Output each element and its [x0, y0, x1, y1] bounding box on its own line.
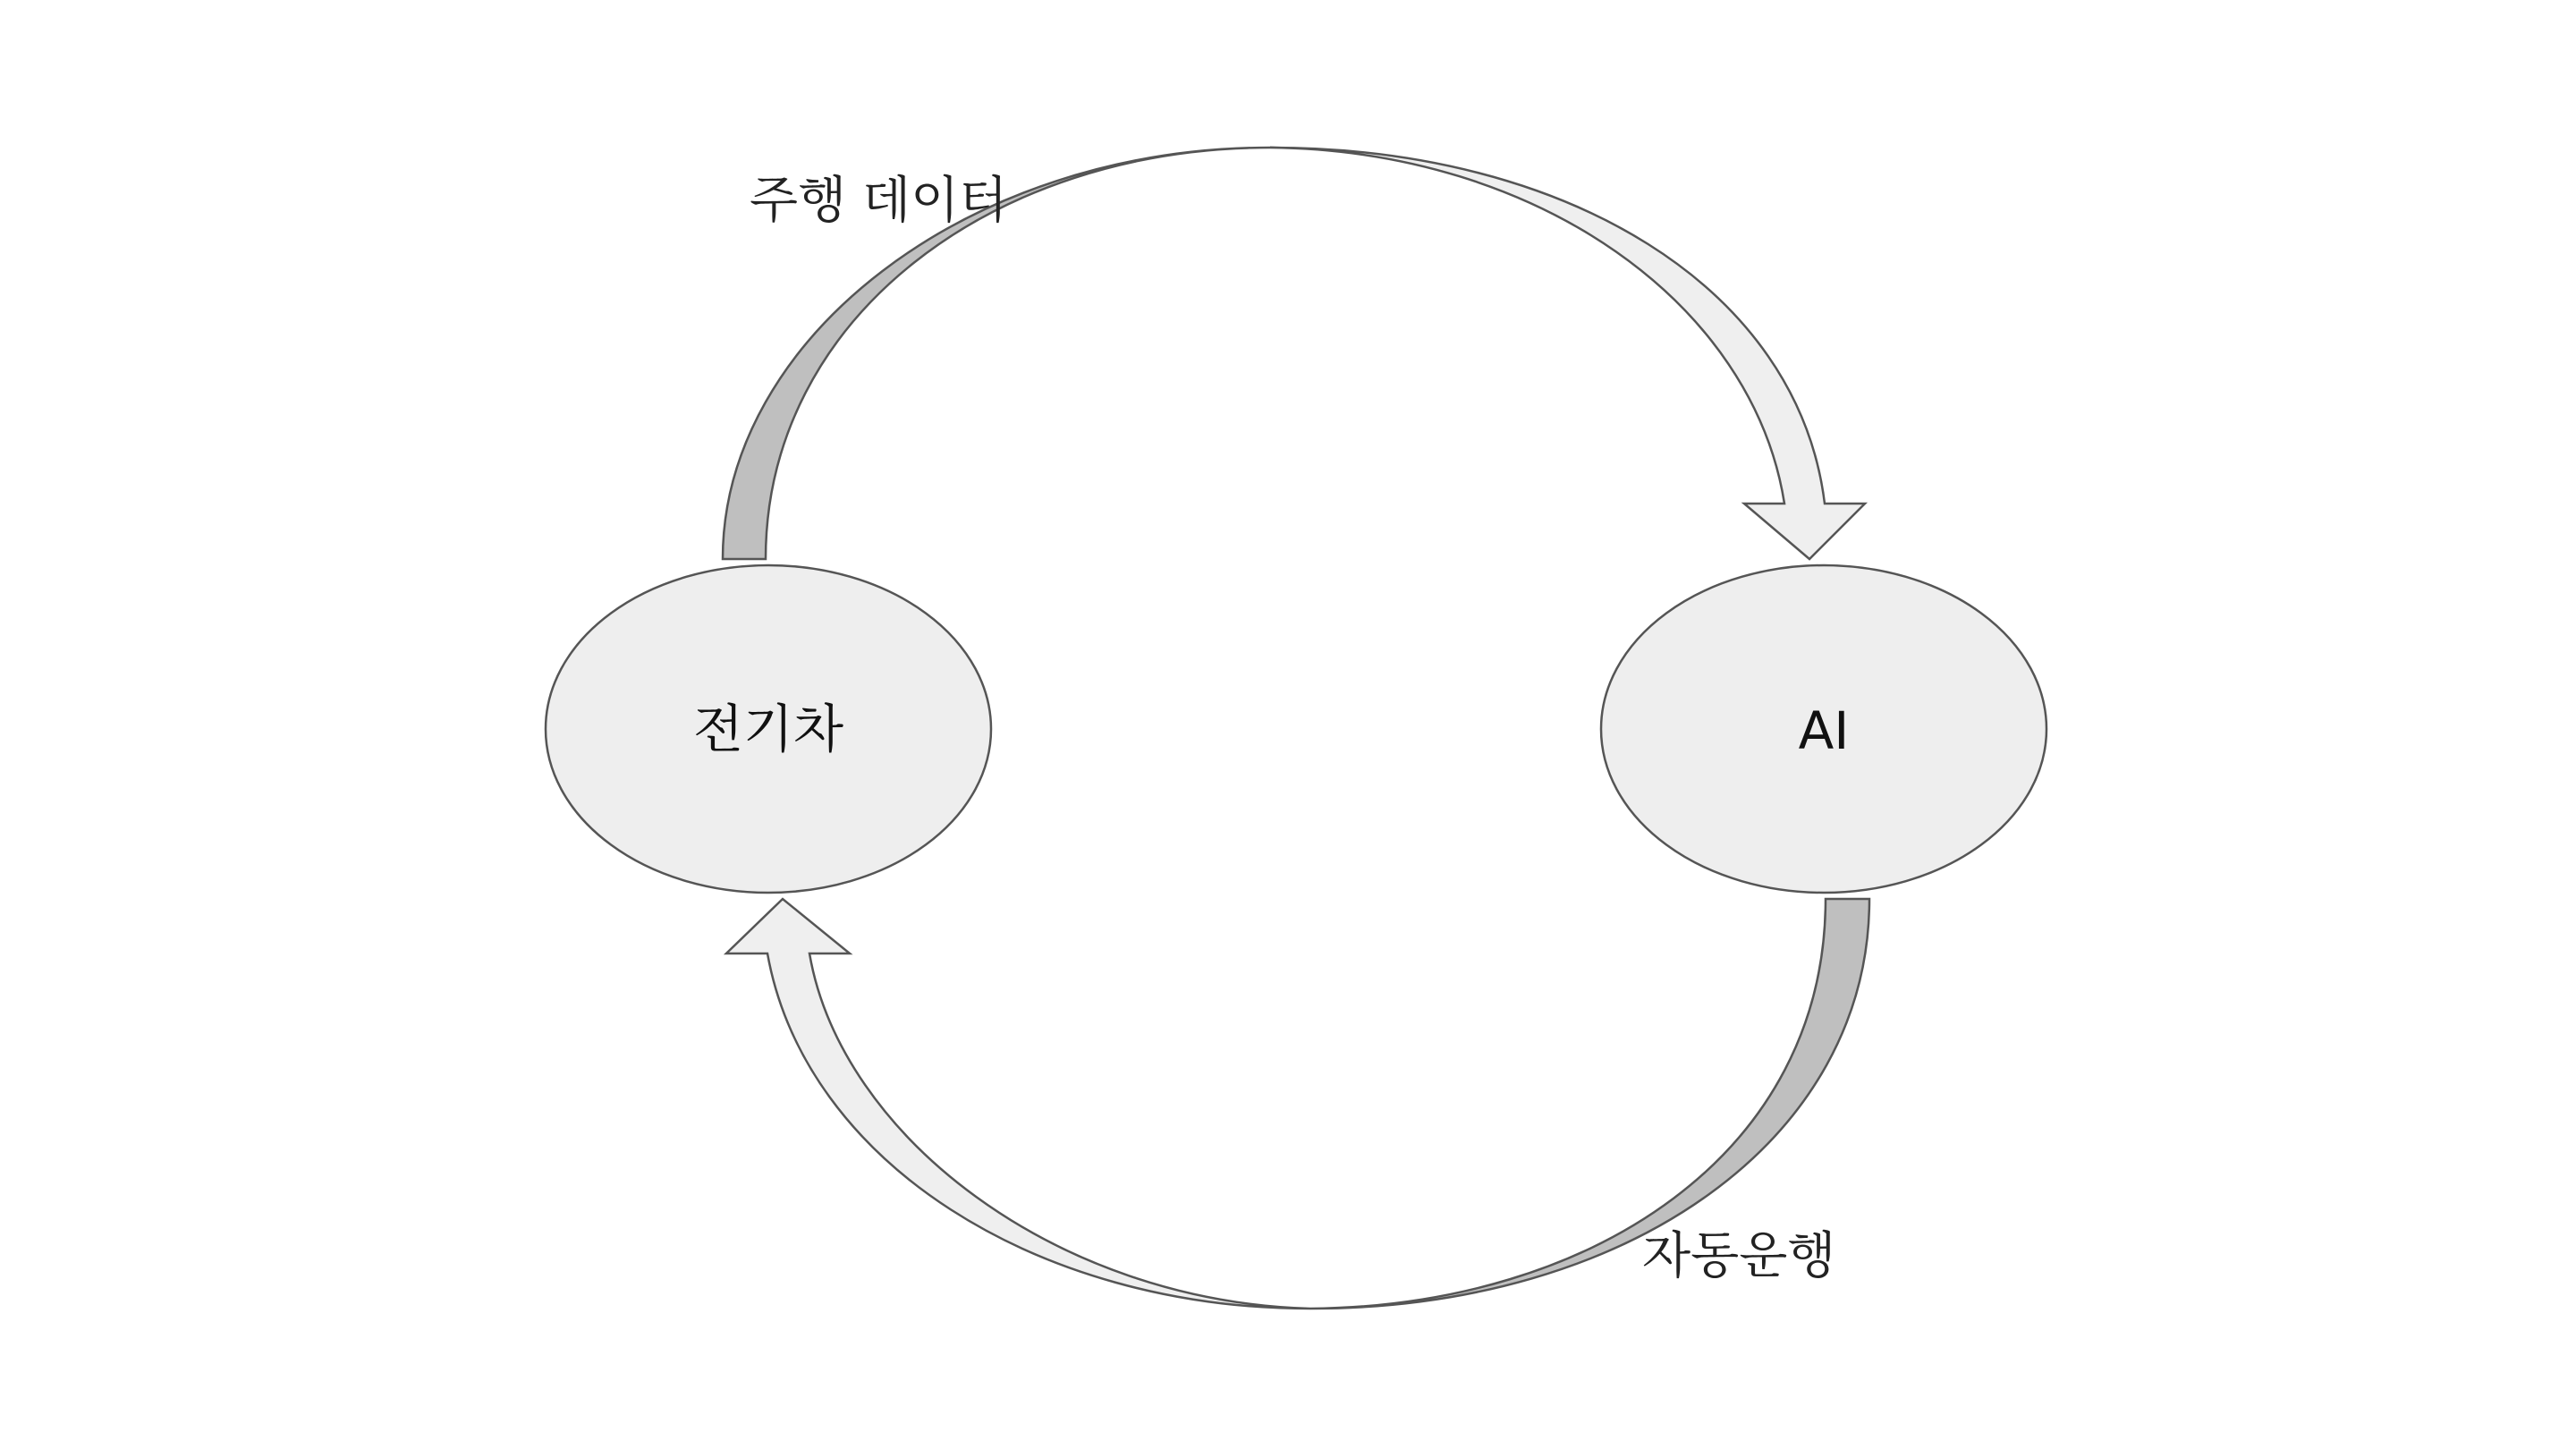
edge-ai-to-ev-label: 자동운행 — [1642, 1227, 1836, 1285]
edge-ev-to-ai-label: 주행 데이터 — [750, 172, 1008, 230]
node-ai — [1601, 565, 2046, 893]
edge-ev-to-ai-arrow — [1270, 148, 1865, 559]
node-ev — [546, 565, 991, 893]
edge-ai-to-ev-arrow — [726, 899, 1310, 1309]
node-ev-label: 전기차 — [692, 699, 844, 759]
node-ai-label: AI — [1798, 700, 1850, 761]
